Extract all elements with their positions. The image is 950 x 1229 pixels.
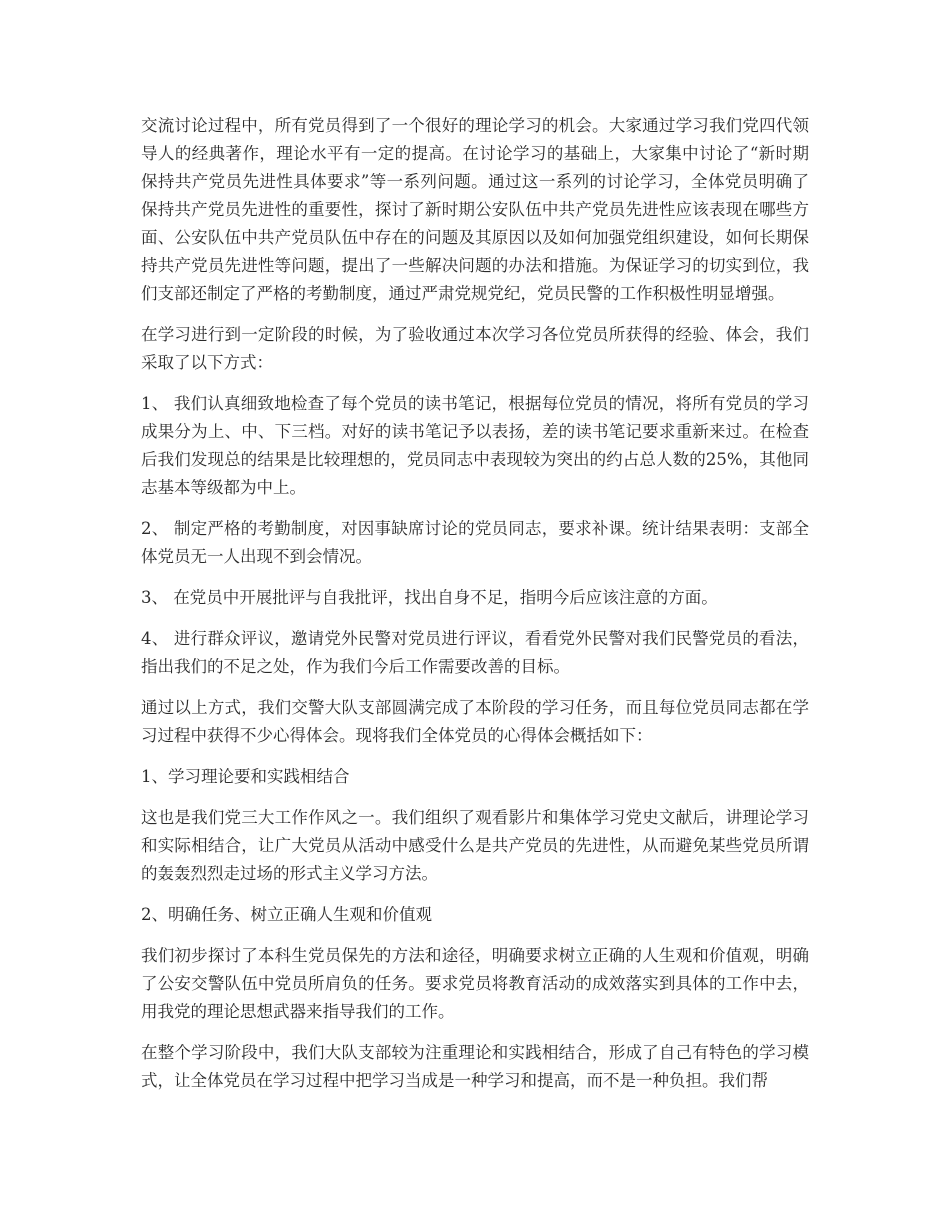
section-heading-values: 2、明确任务、树立正确人生观和价值观 [141, 905, 432, 924]
paragraph-theory-practice: 这也是我们党三大工作作风之一。我们组织了观看影片和集体学习党史文献后，讲理论学习和实际相结合，让广大党员从活动中感受什么是共产党员的先进性，从而避免某些党员所谓的轰轰烈烈走过场的形式主义学习方法。 [141, 808, 809, 883]
list-item-reading-notes: 1、 我们认真细致地检查了每个党员的读书笔记，根据每位党员的情况，将所有党员的学习成果分为上、中、下三档。对好的读书笔记予以表扬，差的读书笔记要求重新来过。在检查后我们发现总的结果是比较理想的，党员同志中表现较为突出的约占总人数的25%，其他同志基本等级都为中上。 [141, 394, 809, 497]
paragraph-summary-intro: 通过以上方式，我们交警大队支部圆满完成了本阶段的学习任务，而且每位党员同志都在学习过程中获得不少心得体会。现将我们全体党员的心得体会概括如下： [141, 698, 809, 745]
list-item-self-criticism: 3、 在党员中开展批评与自我批评，找出自身不足，指明今后应该注意的方面。 [141, 588, 718, 607]
list-item-public-review: 4、 进行群众评议，邀请党外民警对党员进行评议，看看党外民警对我们民警党员的看法，指出我们的不足之处，作为我们今后工作需要改善的目标。 [141, 629, 809, 676]
section-heading-theory-practice: 1、学习理论要和实践相结合 [141, 767, 350, 786]
paragraph-acceptance-intro: 在学习进行到一定阶段的时候，为了验收通过本次学习各位党员所获得的经验、体会，我们采取了以下方式： [141, 325, 809, 372]
paragraph-values: 我们初步探讨了本科生党员保先的方法和途径，明确要求树立正确的人生观和价值观，明确了公安交警队伍中党员所肩负的任务。要求党员将教育活动的成效落实到具体的工作中去，用我党的理论思想武器来指导我们的工作。 [141, 946, 809, 1021]
document-body [141, 112, 809, 1108]
paragraph-learning-model: 在整个学习阶段中，我们大队支部较为注重理论和实践相结合，形成了自己有特色的学习模式，让全体党员在学习过程中把学习当成是一种学习和提高，而不是一种负担。我们帮 [141, 1043, 809, 1090]
paragraph-discussion-summary: 交流讨论过程中，所有党员得到了一个很好的理论学习的机会。大家通过学习我们党四代领导人的经典著作，理论水平有一定的提高。在讨论学习的基础上，大家集中讨论了“新时期保持共产党员先进性具体要求”等一系列问题。通过这一系列的讨论学习，全体党员明确了保持共产党员先进性的重要性，探讨了新时期公安队伍中共产党员先进性应该表现在哪些方面、公安队伍中共产党员队伍中存在的问题及其原因以及如何加强党组织建设，如何长期保持共产党员先进性等问题，提出了一些解决问题的办法和措施。为保证学习的切实到位，我们支部还制定了严格的考勤制度，通过严肃党规党纪，党员民警的工作积极性明显增强。 [141, 116, 809, 303]
list-item-attendance: 2、 制定严格的考勤制度，对因事缺席讨论的党员同志，要求补课。统计结果表明：支部全体党员无一人出现不到会情况。 [141, 519, 809, 566]
